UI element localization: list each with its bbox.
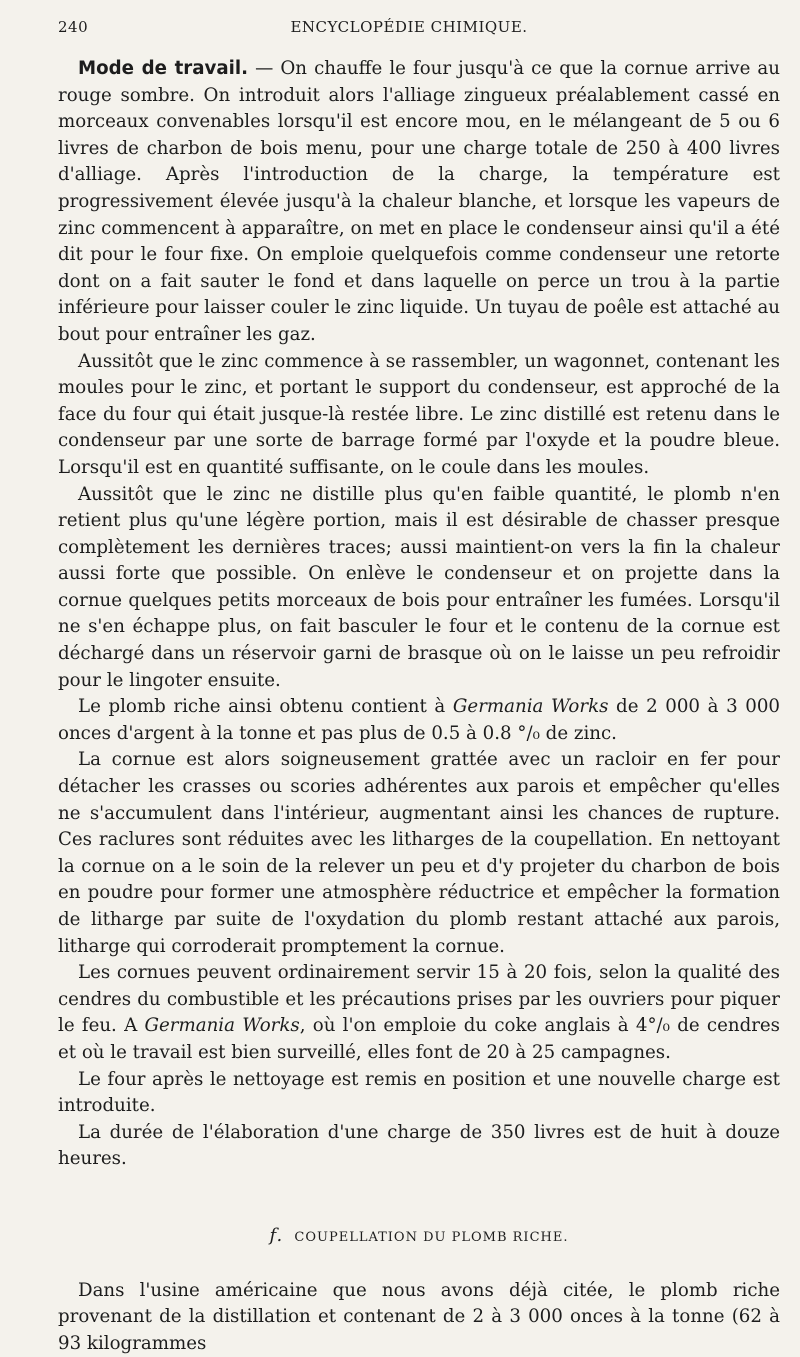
paragraph <box>58 56 780 349</box>
paragraph-lead: Mode de travail. <box>78 58 249 79</box>
paragraph-text: — On chauffe le four jusqu'à ce que la cornue arrive au rouge sombre. On introduit alors l'alliage zingueux préalablement cassé en morceaux convenables lorsqu'il est encore mou, en le mélangeant de 5 ou 6 livres de charbon de bois menu, pour une charge totale de 250 à 400 livres d'alliage. Après l'introduction de la charge, la température est progressivement élevée jusqu'à la chaleur blanche, et lorsque les vapeurs de zinc commencent à apparaître, on met en place le condenseur ainsi qu'il a été dit pour le four fixe. On emploie quelquefois comme condenseur une retorte dont on a fait sauter le fond et dans laquelle on perce un trou à la partie inférieure pour laisser couler le zinc liquide. Un tuyau de poêle est attaché au bout pour entraîner les gaz. <box>58 58 780 345</box>
italic-term: Germania Works <box>144 1015 300 1037</box>
paragraph: Dans l'usine américaine que nous avons déjà citée, le plomb riche provenant de la distillation et contenant de 2 à 3 000 onces à la tonne (62 à 93 kilogrammes <box>58 1279 780 1354</box>
running-title: ENCYCLOPÉDIE CHIMIQUE. <box>290 18 528 36</box>
italic-term: Germania Works <box>452 696 609 718</box>
page-body <box>58 56 780 1357</box>
paragraph-text: Le plomb riche ainsi obtenu contient à <box>78 696 453 718</box>
paragraph: La cornue est alors soigneusement grattée avec un racloir en fer pour détacher les crasses ou scories adhérentes aux parois et empêcher qu'elles ne s'accumulent dans l'intérieur, augmentant ainsi les chances de rupture. Ces raclures sont réduites avec les litharges de la coupellation. En nettoyant la cornue on a le soin de la relever un peu et d'y projeter du charbon de bois en poudre pour former une atmosphère réductrice et empêcher la formation de litharge par suite de l'oxydation du plomb restant attaché aux parois, litharge qui corroderait promptement la cornue. <box>58 749 780 957</box>
paragraph <box>58 694 780 747</box>
paragraph: Le four après le nettoyage est remis en position et une nouvelle charge est introduite. <box>58 1068 780 1117</box>
section-heading <box>58 1223 780 1252</box>
section-letter: f. <box>269 1224 284 1246</box>
paragraph-text: Les cornues peuvent ordinairement servir 15 à 20 fois, selon la qualité des cendres du combustible et les précautions prises par les ouvriers pour piquer le feu. A <box>58 962 780 1037</box>
paragraph: La durée de l'élaboration d'une charge de 350 livres est de huit à douze heures. <box>58 1121 780 1170</box>
page-number: 240 <box>58 18 89 36</box>
paragraph <box>58 960 780 1066</box>
paragraph: Aussitôt que le zinc ne distille plus qu'en faible quantité, le plomb n'en retient plus qu'une légère portion, mais il est désirable de chasser presque complètement les dernières traces; aussi maintient-on vers la fin la chaleur aussi forte que possible. On enlève le condenseur et on projette dans la cornue quelques petits morceaux de bois pour entraîner les fumées. Lorsqu'il ne s'en échappe plus, on fait basculer le four et le contenu de la cornue est déchargé dans un réservoir garni de brasque où on le laisse un peu refroidir pour le lingoter ensuite. <box>58 483 780 691</box>
paragraph-text: , où l'on emploie du coke anglais à 4°/₀ de cendres et où le travail est bien surveillé, elles font de 20 à 25 campagnes. <box>58 1015 781 1063</box>
paragraph-text: de 2 000 à 3 000 onces d'argent à la tonne et pas plus de 0.5 à 0.8 °/₀ de zinc. <box>58 696 780 744</box>
section-title: COUPELLATION DU PLOMB RICHE. <box>294 1229 569 1245</box>
paragraph: Aussitôt que le zinc commence à se rassembler, un wagonnet, contenant les moules pour le zinc, et portant le support du condenseur, est approché de la face du four qui était jusque-là restée libre. Le zinc distillé est retenu dans le condenseur par une sorte de barrage formé par l'oxyde et la poudre bleue. Lorsqu'il est en quantité suffisante, on le coule dans les moules. <box>58 350 780 478</box>
page-header <box>58 18 760 44</box>
